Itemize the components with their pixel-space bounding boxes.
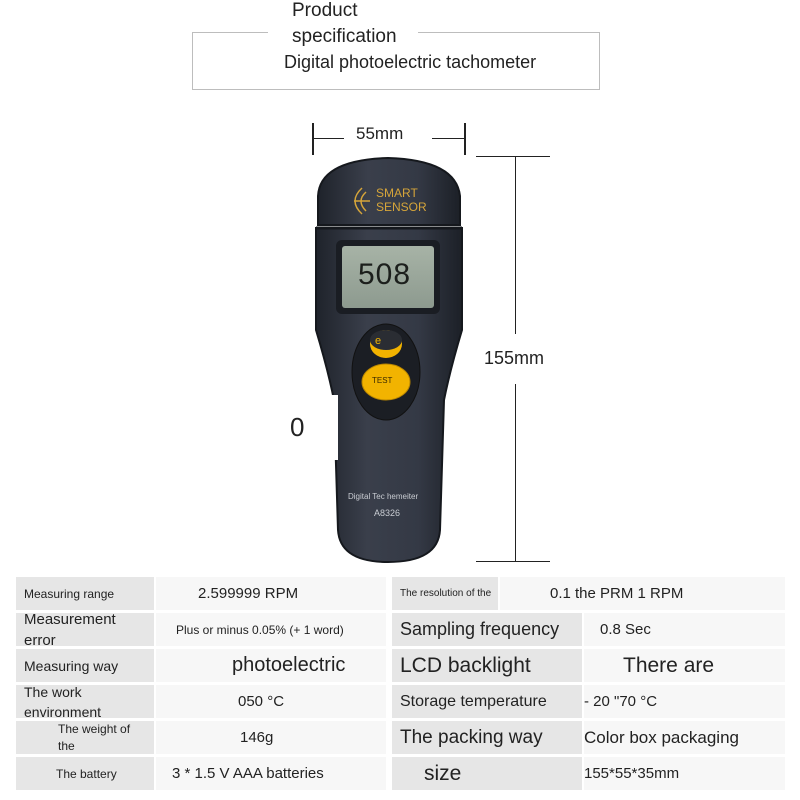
spec-value-battery: 3 * 1.5 V AAA batteries — [156, 757, 386, 790]
spec-label-work-environment: The work environment — [16, 685, 154, 718]
spec-value-storage-temperature: - 20 "70 °C — [584, 685, 785, 718]
width-dim-label: 55mm — [356, 124, 404, 143]
model-number: A8326 — [374, 508, 401, 518]
spec-value-lcd-backlight: There are — [584, 649, 785, 682]
spec-label-sampling-frequency: Sampling frequency — [392, 613, 582, 646]
hold-button-label: e — [375, 335, 382, 347]
lcd-reading: 508 — [358, 258, 412, 291]
spec-label-measuring-range: Measuring range — [16, 577, 154, 610]
spec-value-measuring-range: 2.599999 RPM — [156, 577, 386, 610]
spec-label-size: size — [392, 757, 582, 790]
spec-table — [16, 577, 785, 790]
spec-value-sampling-frequency: 0.8 Sec — [584, 613, 785, 646]
header-title-line2: specification — [292, 26, 397, 47]
spec-label-weight: The weight of the — [16, 721, 154, 754]
spec-value-size: 155*55*35mm — [584, 757, 785, 790]
header-subtitle: Digital photoelectric tachometer — [284, 52, 537, 72]
test-button-label: TEST — [372, 376, 393, 385]
spec-value-packing-way: Color box packaging — [584, 721, 785, 754]
spec-value-work-environment: 050 °C — [156, 685, 386, 718]
height-dim-label: 155mm — [484, 348, 545, 368]
header-title-line1: Product — [292, 0, 358, 21]
brand-line2: SENSOR — [376, 200, 427, 214]
spec-label-packing-way: The packing way — [392, 721, 582, 754]
spec-value-weight: 146g — [156, 721, 386, 754]
spec-value-measurement-error: Plus or minus 0.05% (+ 1 word) — [156, 613, 386, 646]
spec-label-measuring-way: Measuring way — [16, 649, 154, 682]
model-label: Digital Tec hemeiter — [348, 492, 419, 501]
spec-value-measuring-way: photoelectric — [156, 649, 386, 682]
spec-value-resolution: 0.1 the PRM 1 RPM — [500, 577, 785, 610]
spec-label-resolution: The resolution of the — [392, 577, 498, 610]
spec-label-storage-temperature: Storage temperature — [392, 685, 582, 718]
spec-label-battery: The battery — [16, 757, 154, 790]
spec-label-lcd-backlight: LCD backlight — [392, 649, 582, 682]
brand-line1: SMART — [376, 186, 418, 200]
side-mark: 0 — [290, 412, 305, 442]
spec-label-measurement-error: Measurement error — [16, 613, 154, 646]
